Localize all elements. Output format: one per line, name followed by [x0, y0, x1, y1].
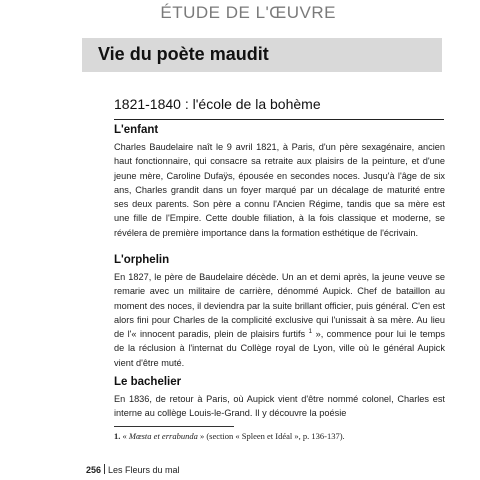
subhead-enfant: L'enfant	[114, 124, 159, 136]
running-head: ÉTUDE DE L'ŒUVRE	[160, 3, 336, 22]
footnote-number: 1.	[114, 431, 121, 441]
section-title: 1821-1840 : l'école de la bohème	[114, 96, 321, 112]
folio-separator	[104, 464, 105, 474]
paragraph-enfant: Charles Baudelaire naît le 9 avril 1821, à Paris, d'un père sexagénaire, ancien haut fonctionnaire, qui consacre sa retraite aux plaisirs de la peinture, et d'une jeune mère, Caroline Dufaÿs, épousée en secondes noces. Jusqu'à l'âge de six ans, Charles grandit dans un foyer marqué par un décalage de maturité entre ses deux parents. Son père a connu l'Ancien Régime, tandis que sa mère est une fille de l'Empire. Cette double filiation, à la fois classique et moderne, se révélera de première importance dans la formation esthétique de l'écrivain.	[114, 142, 445, 238]
footnote-open-quote: «	[122, 431, 129, 441]
footnote-rule	[114, 426, 234, 427]
chapter-title: Vie du poète maudit	[98, 44, 269, 64]
subhead-bachelier: Le bachelier	[114, 376, 182, 388]
page-number: 256	[86, 465, 102, 475]
footnote-poem-title: Mœsta et errabunda	[128, 431, 198, 441]
paragraph-orphelin-text-2: », commence pour lui le temps de la réclusion à l'internat du Collège royal de Lyon, ville où le général Aupick vient d'être muté.	[114, 329, 445, 368]
section-rule	[114, 119, 444, 120]
paragraph-orphelin	[114, 270, 445, 370]
subhead-orphelin: L'orphelin	[114, 254, 170, 266]
paragraph-orphelin-text-1: En 1827, le père de Baudelaire décède. Un an et demi après, la jeune veuve se remarie avec un militaire de carrière, dénommé Aupick. Chef de bataillon au moment des noces, il deviendra par la suite brillant officier, puis général. C'en est alors fini pour Charles de la complicité exclusive qui l'unissait à sa mère. Au lieu de l'« innocent paradis, plein de plaisirs furtifs	[114, 272, 445, 340]
book-title: Les Fleurs du mal	[108, 465, 180, 475]
paragraph-bachelier: En 1836, de retour à Paris, où Aupick vient d'être nommé colonel, Charles est interne au collège Louis-le-Grand. Il y découvre la poésie	[114, 394, 445, 419]
folio	[86, 464, 180, 475]
footnote	[114, 431, 345, 441]
footnote-reference: 1	[308, 328, 313, 336]
footnote-rest: » (section « Spleen et Idéal », p. 136-137).	[197, 431, 345, 441]
